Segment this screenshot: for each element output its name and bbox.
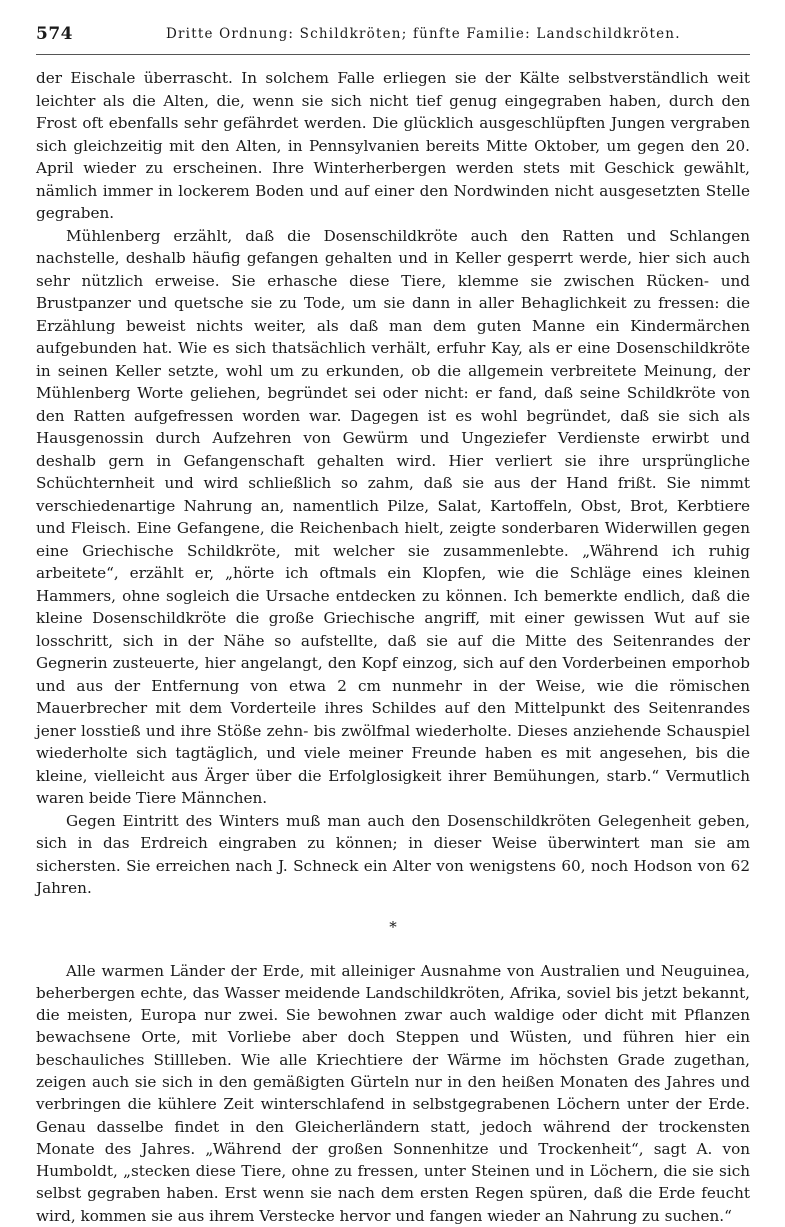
section-landschildkroeten — [36, 960, 750, 1227]
page-body — [36, 67, 750, 1227]
paragraph-continued: der Eischale überrascht. In solchem Falle erliegen sie der Kälte selbstverständlich weit leichter als die Alten, die, wenn sie sich nicht tief genug eingegraben haben, durch den Frost oft ebenfalls sehr gefährdet werden. Die glücklich ausgeschlüpften Jungen vergraben sich gleichzeitig mit den Alten, in Pennsylvanien bereits Mitte Oktober, um gegen den 20. April wieder zu erscheinen. Ihre Winterherbergen werden stets mit Geschick gewählt, nämlich immer in lockerem Boden und auf einer den Nordwinden nicht ausgesetzten Stelle gegraben. — [36, 67, 750, 225]
running-head: Dritte Ordnung: Schildkröten; fünfte Familie: Landschildkröten. — [166, 26, 750, 42]
page-number: 574 — [36, 24, 73, 44]
paragraph-muehlenberg: Mühlenberg erzählt, daß die Dosenschildkröte auch den Ratten und Schlangen nachstelle, deshalb häufig gefangen gehalten und in Keller gesperrt werde, hier sich auch sehr nützlich erweise. Sie erhasche diese Tiere, klemme sie zwischen Rücken- und Brustpanzer und quetsche sie zu Tode, um sie dann in aller Behaglichkeit zu fressen: die Erzählung beweist nichts weiter, als daß man dem guten Manne ein Kindermärchen aufgebunden hat. Wie es sich thatsächlich verhält, erfuhr Kay, als er eine Dosenschildkröte in seinen Keller setzte, wohl um zu erkunden, ob die allgemein verbreitete Meinung, der Mühlenberg Worte geliehen, begründet sei oder nicht: er fand, daß seine Schildkröte von den Ratten aufgefressen worden war. Dagegen ist es wohl begründet, daß sie sich als Hausgenossin durch Aufzehren von Gewürm und Ungeziefer Verdienste erwirbt und deshalb gern in Gefangenschaft gehalten wird. Hier verliert sie ihre ursprüngliche Schüchternheit und wird schließlich so zahm, daß sie aus der Hand frißt. Sie nimmt verschiedenartige Nahrung an, namentlich Pilze, Salat, Kartoffeln, Obst, Brot, Kerbtiere und Fleisch. Eine Gefangene, die Reichenbach hielt, zeigte sonderbaren Widerwillen gegen eine Griechische Schildkröte, mit welcher sie zusammenlebte. „Während ich ruhig arbeitete“, erzählt er, „hörte ich oftmals ein Klopfen, wie die Schläge eines kleinen Hammers, ohne sogleich die Ursache entdecken zu können. Ich bemerkte endlich, daß die kleine Dosenschildkröte die große Griechische angriff, mit einer gewissen Wut auf sie losschritt, sich in der Nähe so aufstellte, daß sie auf die Mitte des Seitenrandes der Gegnerin zusteuerte, hier angelangt, den Kopf einzog, sich auf den Vorderbeinen emporhob und aus der Entfernung von etwa 2 cm nunmehr in der Weise, wie die römischen Mauerbrecher mit dem Vorderteile ihres Schildes auf den Mittelpunkt des Seitenrandes jener losstieß und ihre Stöße zehn- bis zwölfmal wiederholte. Dieses anziehende Schauspiel wiederholte sich tagtäglich, und viele meiner Freunde haben es mit angesehen, bis die kleine, vielleicht aus Ärger über die Erfolglosigkeit ihrer Bemühungen, starb.“ Vermutlich waren beide Tiere Männchen. — [36, 225, 750, 810]
paragraph-warme-laender: Alle warmen Länder der Erde, mit alleiniger Ausnahme von Australien und Neuguinea, beherbergen echte, das Wasser meidende Landschildkröten, Afrika, soviel bis jetzt bekannt, die meisten, Europa nur zwei. Sie bewohnen zwar auch waldige oder dicht mit Pflanzen bewachsene Orte, mit Vorliebe aber doch Steppen und Wüsten, und führen hier ein beschauliches Stillleben. Wie alle Kriechtiere der Wärme im höchsten Grade zugethan, zeigen auch sie sich in den gemäßigten Gürteln nur in den heißen Monaten des Jahres und verbringen die kühlere Zeit winterschlafend in selbstgegrabenen Löchern unter der Erde. Genau dasselbe findet in den Gleicherländern statt, jedoch während der trockensten Monate des Jahres. „Während der großen Sonnenhitze und Trockenheit“, sagt A. von Humboldt, „stecken diese Tiere, ohne zu fressen, unter Steinen und in Löchern, die sie sich selbst gegraben haben. Erst wenn sie nach dem ersten Regen spüren, daß die Erde feucht wird, kommen sie aus ihrem Verstecke hervor und fangen wieder an Nahrung zu suchen.“ — [36, 960, 750, 1227]
page-header — [36, 20, 750, 55]
paragraph-winter: Gegen Eintritt des Winters muß man auch den Dosenschildkröten Gelegenheit geben, sich in das Erdreich eingraben zu können; in dieser Weise überwintert man sie am sichersten. Sie erreichen nach J. Schneck ein Alter von wenigstens 60, noch Hodson von 62 Jahren. — [36, 810, 750, 900]
book-page — [36, 20, 750, 1180]
section-divider: * — [36, 920, 750, 934]
